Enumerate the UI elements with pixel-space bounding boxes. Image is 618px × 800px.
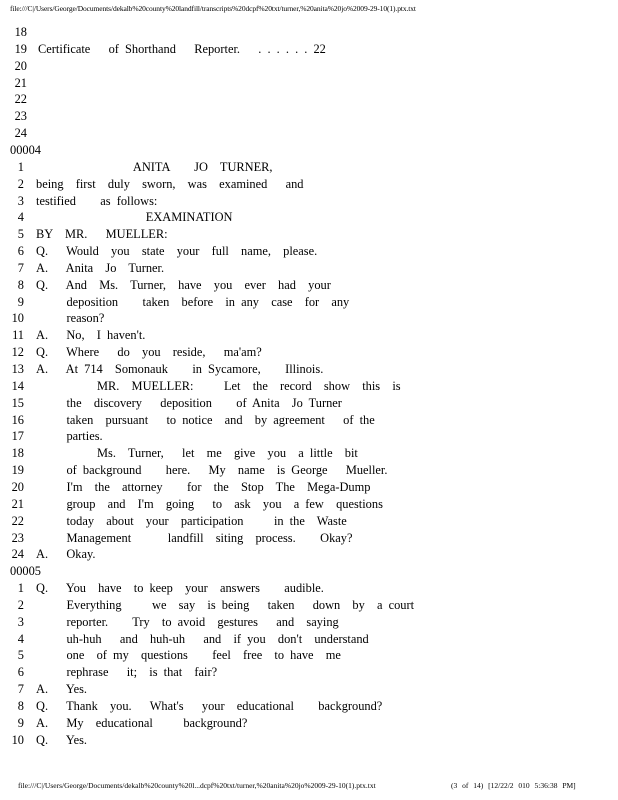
line-text: Certificate of Shorthand Reporter. . . . . . . 22 (38, 41, 326, 56)
line-number: 2 (17, 176, 24, 191)
line-number: 9 (17, 715, 24, 730)
line-text: A. No, I haven't. (36, 328, 146, 343)
line-number: 22 (11, 513, 24, 528)
line-text: parties. (36, 429, 103, 444)
line-number: 21 (14, 75, 27, 90)
line-number: 23 (11, 530, 24, 545)
line-text: A. Yes. (36, 682, 88, 697)
line-text: Everything we say is being taken down by a court (36, 597, 415, 612)
line-number: 10 (11, 732, 24, 747)
line-number: 2 (17, 597, 24, 612)
line-number: 7 (17, 682, 24, 697)
line-text: A. Anita Jo Turner. (36, 260, 165, 275)
line-text: today about your participation in the Waste (36, 513, 347, 528)
line-number: 8 (17, 277, 24, 292)
footer-page-info: (3 of 14) [12/22/2 010 5:36:38 PM] (451, 781, 576, 790)
line-number: 11 (12, 328, 24, 343)
line-text: Ms. Turner, let me give you a little bit (36, 446, 358, 461)
line-number: 14 (11, 378, 24, 393)
line-text: Q. Yes. (36, 732, 88, 747)
line-text: Q. Thank you. What's your educational background? (36, 699, 383, 713)
line-text: uh-huh and huh-uh and if you don't understand (36, 631, 369, 646)
line-number: 24 (14, 126, 27, 141)
line-text: EXAMINATION (36, 210, 233, 225)
line-number: 8 (17, 699, 24, 713)
line-number: 5 (17, 648, 24, 663)
line-text: A. At 714 Somonauk in Sycamore, Illinois. (36, 362, 324, 376)
line-number: 17 (11, 429, 24, 444)
line-number: 15 (11, 395, 24, 410)
line-text: Management landfill siting process. Okay? (36, 530, 353, 545)
line-number: 23 (14, 109, 27, 124)
line-text: deposition taken before in any case for any (36, 294, 350, 309)
line-text: I'm the attorney for the Stop The Mega-Dump (36, 479, 371, 494)
line-text: being first duly sworn, was examined and (36, 176, 304, 191)
line-number: 13 (11, 362, 24, 376)
line-number: 4 (17, 210, 24, 225)
line-number: 18 (14, 25, 27, 39)
line-number: 1 (17, 159, 24, 174)
line-text: reporter. Try to avoid gestures and saying (36, 614, 339, 629)
line-number: 19 (14, 41, 27, 56)
line-number: 4 (17, 631, 24, 646)
line-number: 19 (11, 463, 24, 478)
line-number: 6 (17, 665, 24, 680)
line-number: 3 (17, 614, 24, 629)
line-number: 20 (14, 58, 27, 73)
line-text: Q. You have to keep your answers audible. (36, 581, 324, 596)
line-number: 12 (11, 345, 24, 360)
line-text: the discovery deposition of Anita Jo Turner (36, 395, 342, 410)
line-text: Q. Would you state your full name, please. (36, 244, 318, 259)
line-number: 24 (11, 547, 24, 562)
line-text: Q. And Ms. Turner, have you ever had your (36, 277, 331, 292)
line-number: 3 (17, 193, 24, 208)
footer (18, 781, 598, 790)
line-number: 22 (14, 92, 27, 107)
line-number: 5 (17, 227, 24, 242)
line-text: rephrase it; is that fair? (36, 665, 218, 680)
line-text: Q. Where do you reside, ma'am? (36, 345, 262, 360)
line-number: 7 (17, 260, 24, 275)
line-number: 18 (11, 446, 24, 461)
line-text: ANITA JO TURNER, (36, 159, 273, 174)
line-number: 6 (17, 244, 24, 259)
line-text: group and I'm going to ask you a few questions (36, 496, 383, 511)
line-text: A. My educational background? (36, 715, 248, 730)
line-number: 10 (11, 311, 24, 326)
line-text: of background here. My name is George Mueller. (36, 463, 388, 478)
line-text: A. Okay. (36, 547, 96, 562)
line-number: 20 (11, 479, 24, 494)
line-text: taken pursuant to notice and by agreement of the (36, 412, 375, 427)
footer-file-path: file:///C|/Users/George/Documents/dekalb%20county%20l...dcpf%20txt/turner,%20anita%20jo%2009-29-10(1).ptx.txt (18, 781, 376, 790)
line-text: reason? (36, 311, 105, 326)
line-number: 1 (17, 581, 24, 596)
line-text: testified as follows: (36, 193, 158, 208)
line-number: 21 (11, 496, 24, 511)
line-text: one of my questions feel free to have me (36, 648, 341, 663)
file-path-header: file:///C|/Users/George/Documents/dekalb%20county%20landfill/transcripts%20dcpf%20txt/turner,%20anita%20jo%2009-29-10(1).ptx.txt (10, 4, 416, 13)
line-number: 9 (17, 294, 24, 309)
line-text: MR. MUELLER: Let the record show this is (36, 378, 401, 393)
line-text: BY MR. MUELLER: (36, 227, 168, 242)
line-number: 16 (11, 412, 24, 427)
